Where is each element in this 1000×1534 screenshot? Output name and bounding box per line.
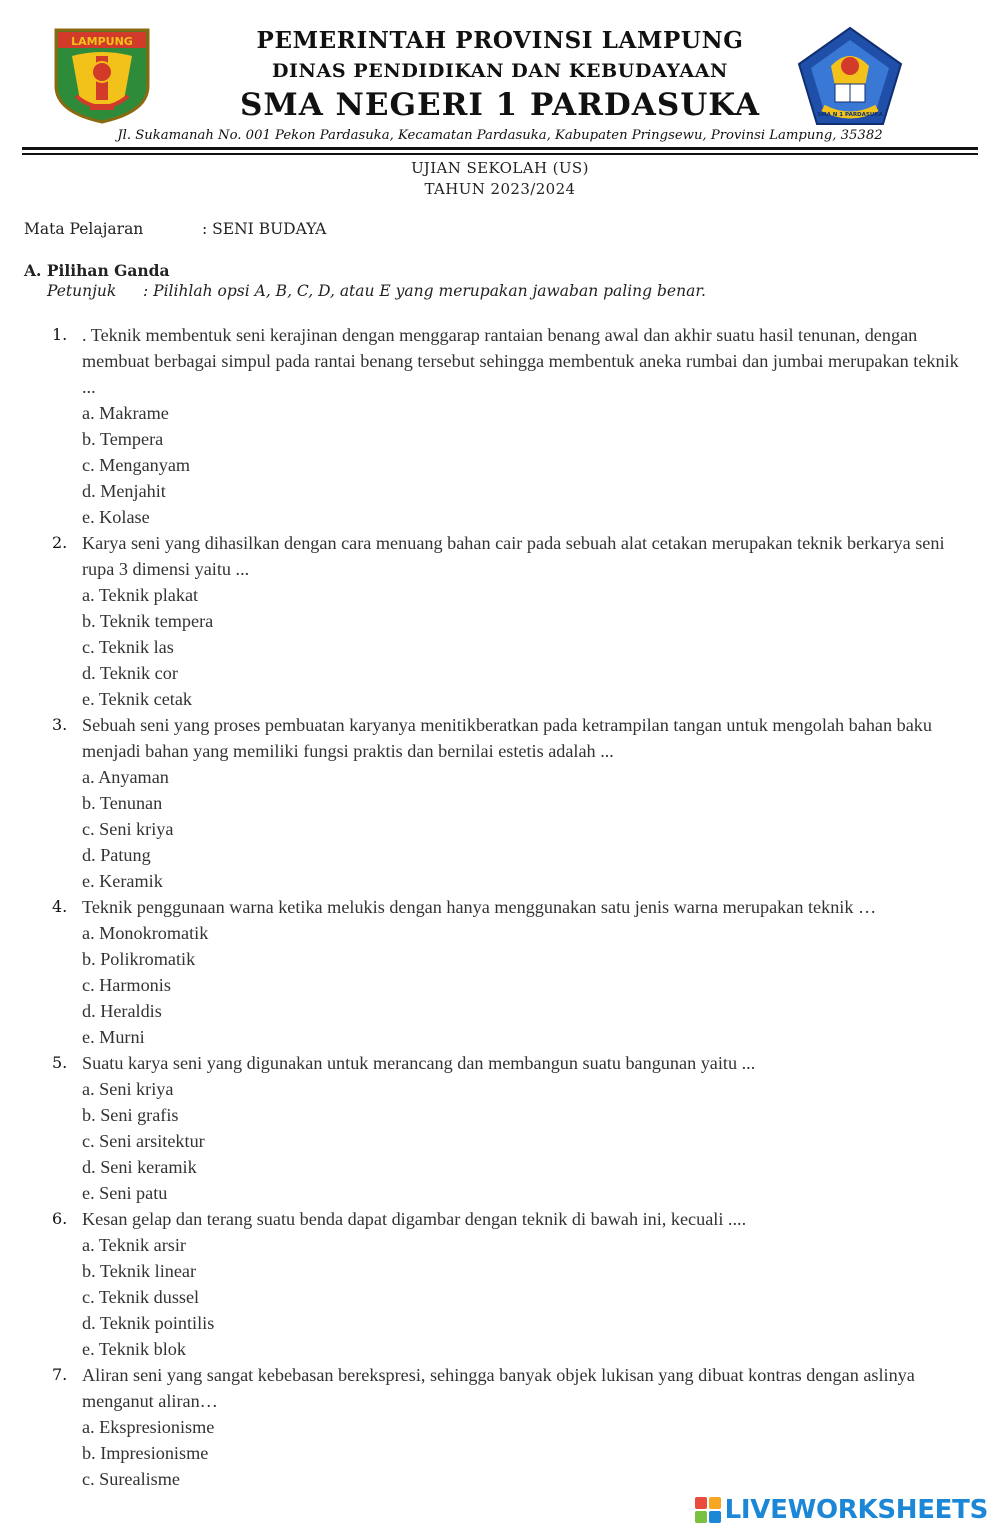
question-item bbox=[0, 530, 1000, 712]
question-text: Kesan gelap dan terang suatu benda dapat digambar dengan teknik di bawah ini, kecuali .... bbox=[82, 1209, 747, 1229]
svg-text:SMA N 1 PARDASUKA: SMA N 1 PARDASUKA bbox=[817, 112, 883, 118]
exam-title: UJIAN SEKOLAH (US) bbox=[411, 159, 589, 177]
question-number: 5. bbox=[52, 1053, 68, 1072]
exam-year: TAHUN 2023/2024 bbox=[424, 180, 576, 198]
question-text: Sebuah seni yang proses pembuatan karyanya menitikberatkan pada ketrampilan tangan untuk mengolah bahan baku menjadi bahan yang memiliki fungsi praktis dan bernilai estetis adalah ... bbox=[82, 715, 932, 761]
header-department: DINAS PENDIDIKAN DAN KEBUDAYAAN bbox=[271, 60, 729, 82]
answer-option[interactable]: e. Keramik bbox=[82, 871, 163, 891]
header-divider-thin bbox=[22, 153, 978, 155]
question-number: 6. bbox=[52, 1209, 68, 1228]
answer-option[interactable]: b. Tempera bbox=[82, 429, 164, 449]
subject-value: : SENI BUDAYA bbox=[202, 220, 327, 238]
answer-option[interactable]: c. Teknik las bbox=[82, 637, 174, 657]
question-number: 3. bbox=[52, 715, 68, 734]
answer-option[interactable]: a. Teknik arsir bbox=[82, 1235, 186, 1255]
answer-option[interactable]: d. Teknik pointilis bbox=[82, 1313, 215, 1333]
answer-option[interactable]: d. Seni keramik bbox=[82, 1157, 197, 1177]
question-text: Teknik penggunaan warna ketika melukis dengan hanya menggunakan satu jenis warna merupakan teknik … bbox=[82, 897, 877, 917]
answer-option[interactable]: c. Teknik dussel bbox=[82, 1287, 200, 1307]
answer-option[interactable]: d. Teknik cor bbox=[82, 663, 178, 683]
question-text: . Teknik membentuk seni kerajinan dengan menggarap rantaian benang awal dan akhir suatu hasil tenunan, dengan membuat berbagai simpul pada rantai benang tersebut sehingga membentuk aneka rumbai dan jumbai merupakan teknik ... bbox=[82, 325, 959, 397]
answer-option[interactable]: d. Patung bbox=[82, 845, 151, 865]
question-number: 4. bbox=[52, 897, 68, 916]
answer-option[interactable]: b. Polikromatik bbox=[82, 949, 196, 969]
header-divider-thick bbox=[22, 147, 978, 150]
question-list bbox=[0, 322, 1000, 1492]
header-government: PEMERINTAH PROVINSI LAMPUNG bbox=[256, 27, 744, 54]
answer-option[interactable]: e. Murni bbox=[82, 1027, 145, 1047]
question-item bbox=[0, 712, 1000, 894]
section-title: A. Pilihan Ganda bbox=[24, 261, 170, 280]
liveworksheets-watermark bbox=[695, 1494, 988, 1526]
answer-option[interactable]: a. Anyaman bbox=[82, 767, 169, 787]
answer-option[interactable]: b. Impresionisme bbox=[82, 1443, 209, 1463]
answer-option[interactable]: b. Seni grafis bbox=[82, 1105, 179, 1125]
header-address: Jl. Sukamanah No. 001 Pekon Pardasuka, Kecamatan Pardasuka, Kabupaten Pringsewu, Provinsi Lampung, 35382 bbox=[117, 128, 883, 143]
answer-option[interactable]: a. Makrame bbox=[82, 403, 169, 423]
question-number: 1. bbox=[52, 325, 68, 344]
question-item bbox=[0, 1362, 1000, 1492]
question-number: 7. bbox=[52, 1365, 68, 1384]
answer-option[interactable]: a. Ekspresionisme bbox=[82, 1417, 215, 1437]
answer-option[interactable]: c. Surealisme bbox=[82, 1469, 180, 1489]
question-text: Aliran seni yang sangat kebebasan berekspresi, sehingga banyak objek lukisan yang dibuat kontras dengan aslinya menganut aliran… bbox=[82, 1365, 915, 1411]
question-item bbox=[0, 1206, 1000, 1362]
instruction-label: Petunjuk bbox=[47, 282, 117, 300]
answer-option[interactable]: e. Teknik blok bbox=[82, 1339, 186, 1359]
subject-label: Mata Pelajaran bbox=[24, 220, 144, 238]
answer-option[interactable]: b. Teknik linear bbox=[82, 1261, 197, 1281]
answer-option[interactable]: a. Teknik plakat bbox=[82, 585, 199, 605]
question-item bbox=[0, 1050, 1000, 1206]
question-text: Suatu karya seni yang digunakan untuk merancang dan membangun suatu bangunan yaitu ... bbox=[82, 1053, 756, 1073]
answer-option[interactable]: e. Teknik cetak bbox=[82, 689, 192, 709]
liveworksheets-icon bbox=[695, 1497, 721, 1523]
subject-line bbox=[24, 220, 326, 238]
answer-option[interactable]: e. Kolase bbox=[82, 507, 150, 527]
answer-option[interactable]: b. Teknik tempera bbox=[82, 611, 214, 631]
header-school-name: SMA NEGERI 1 PARDASUKA bbox=[240, 87, 760, 123]
question-text: Karya seni yang dihasilkan dengan cara menuang bahan cair pada sebuah alat cetakan merupakan teknik berkarya seni rupa 3 dimensi yaitu ... bbox=[82, 533, 945, 579]
answer-option[interactable]: a. Monokromatik bbox=[82, 923, 209, 943]
instruction-text: : Pilihlah opsi A, B, C, D, atau E yang merupakan jawaban paling benar. bbox=[143, 282, 706, 300]
answer-option[interactable]: c. Seni kriya bbox=[82, 819, 174, 839]
svg-text:LAMPUNG: LAMPUNG bbox=[71, 35, 133, 48]
question-number: 2. bbox=[52, 533, 68, 552]
answer-option[interactable]: e. Seni patu bbox=[82, 1183, 168, 1203]
answer-option[interactable]: d. Menjahit bbox=[82, 481, 166, 501]
answer-option[interactable]: b. Tenunan bbox=[82, 793, 163, 813]
answer-option[interactable]: a. Seni kriya bbox=[82, 1079, 174, 1099]
answer-option[interactable]: c. Harmonis bbox=[82, 975, 171, 995]
answer-option[interactable]: d. Heraldis bbox=[82, 1001, 162, 1021]
question-item bbox=[0, 322, 1000, 530]
question-item bbox=[0, 894, 1000, 1050]
instruction-line bbox=[47, 282, 706, 300]
watermark-text: LIVEWORKSHEETS bbox=[724, 1495, 988, 1525]
answer-option[interactable]: c. Menganyam bbox=[82, 455, 191, 475]
answer-option[interactable]: c. Seni arsitektur bbox=[82, 1131, 205, 1151]
